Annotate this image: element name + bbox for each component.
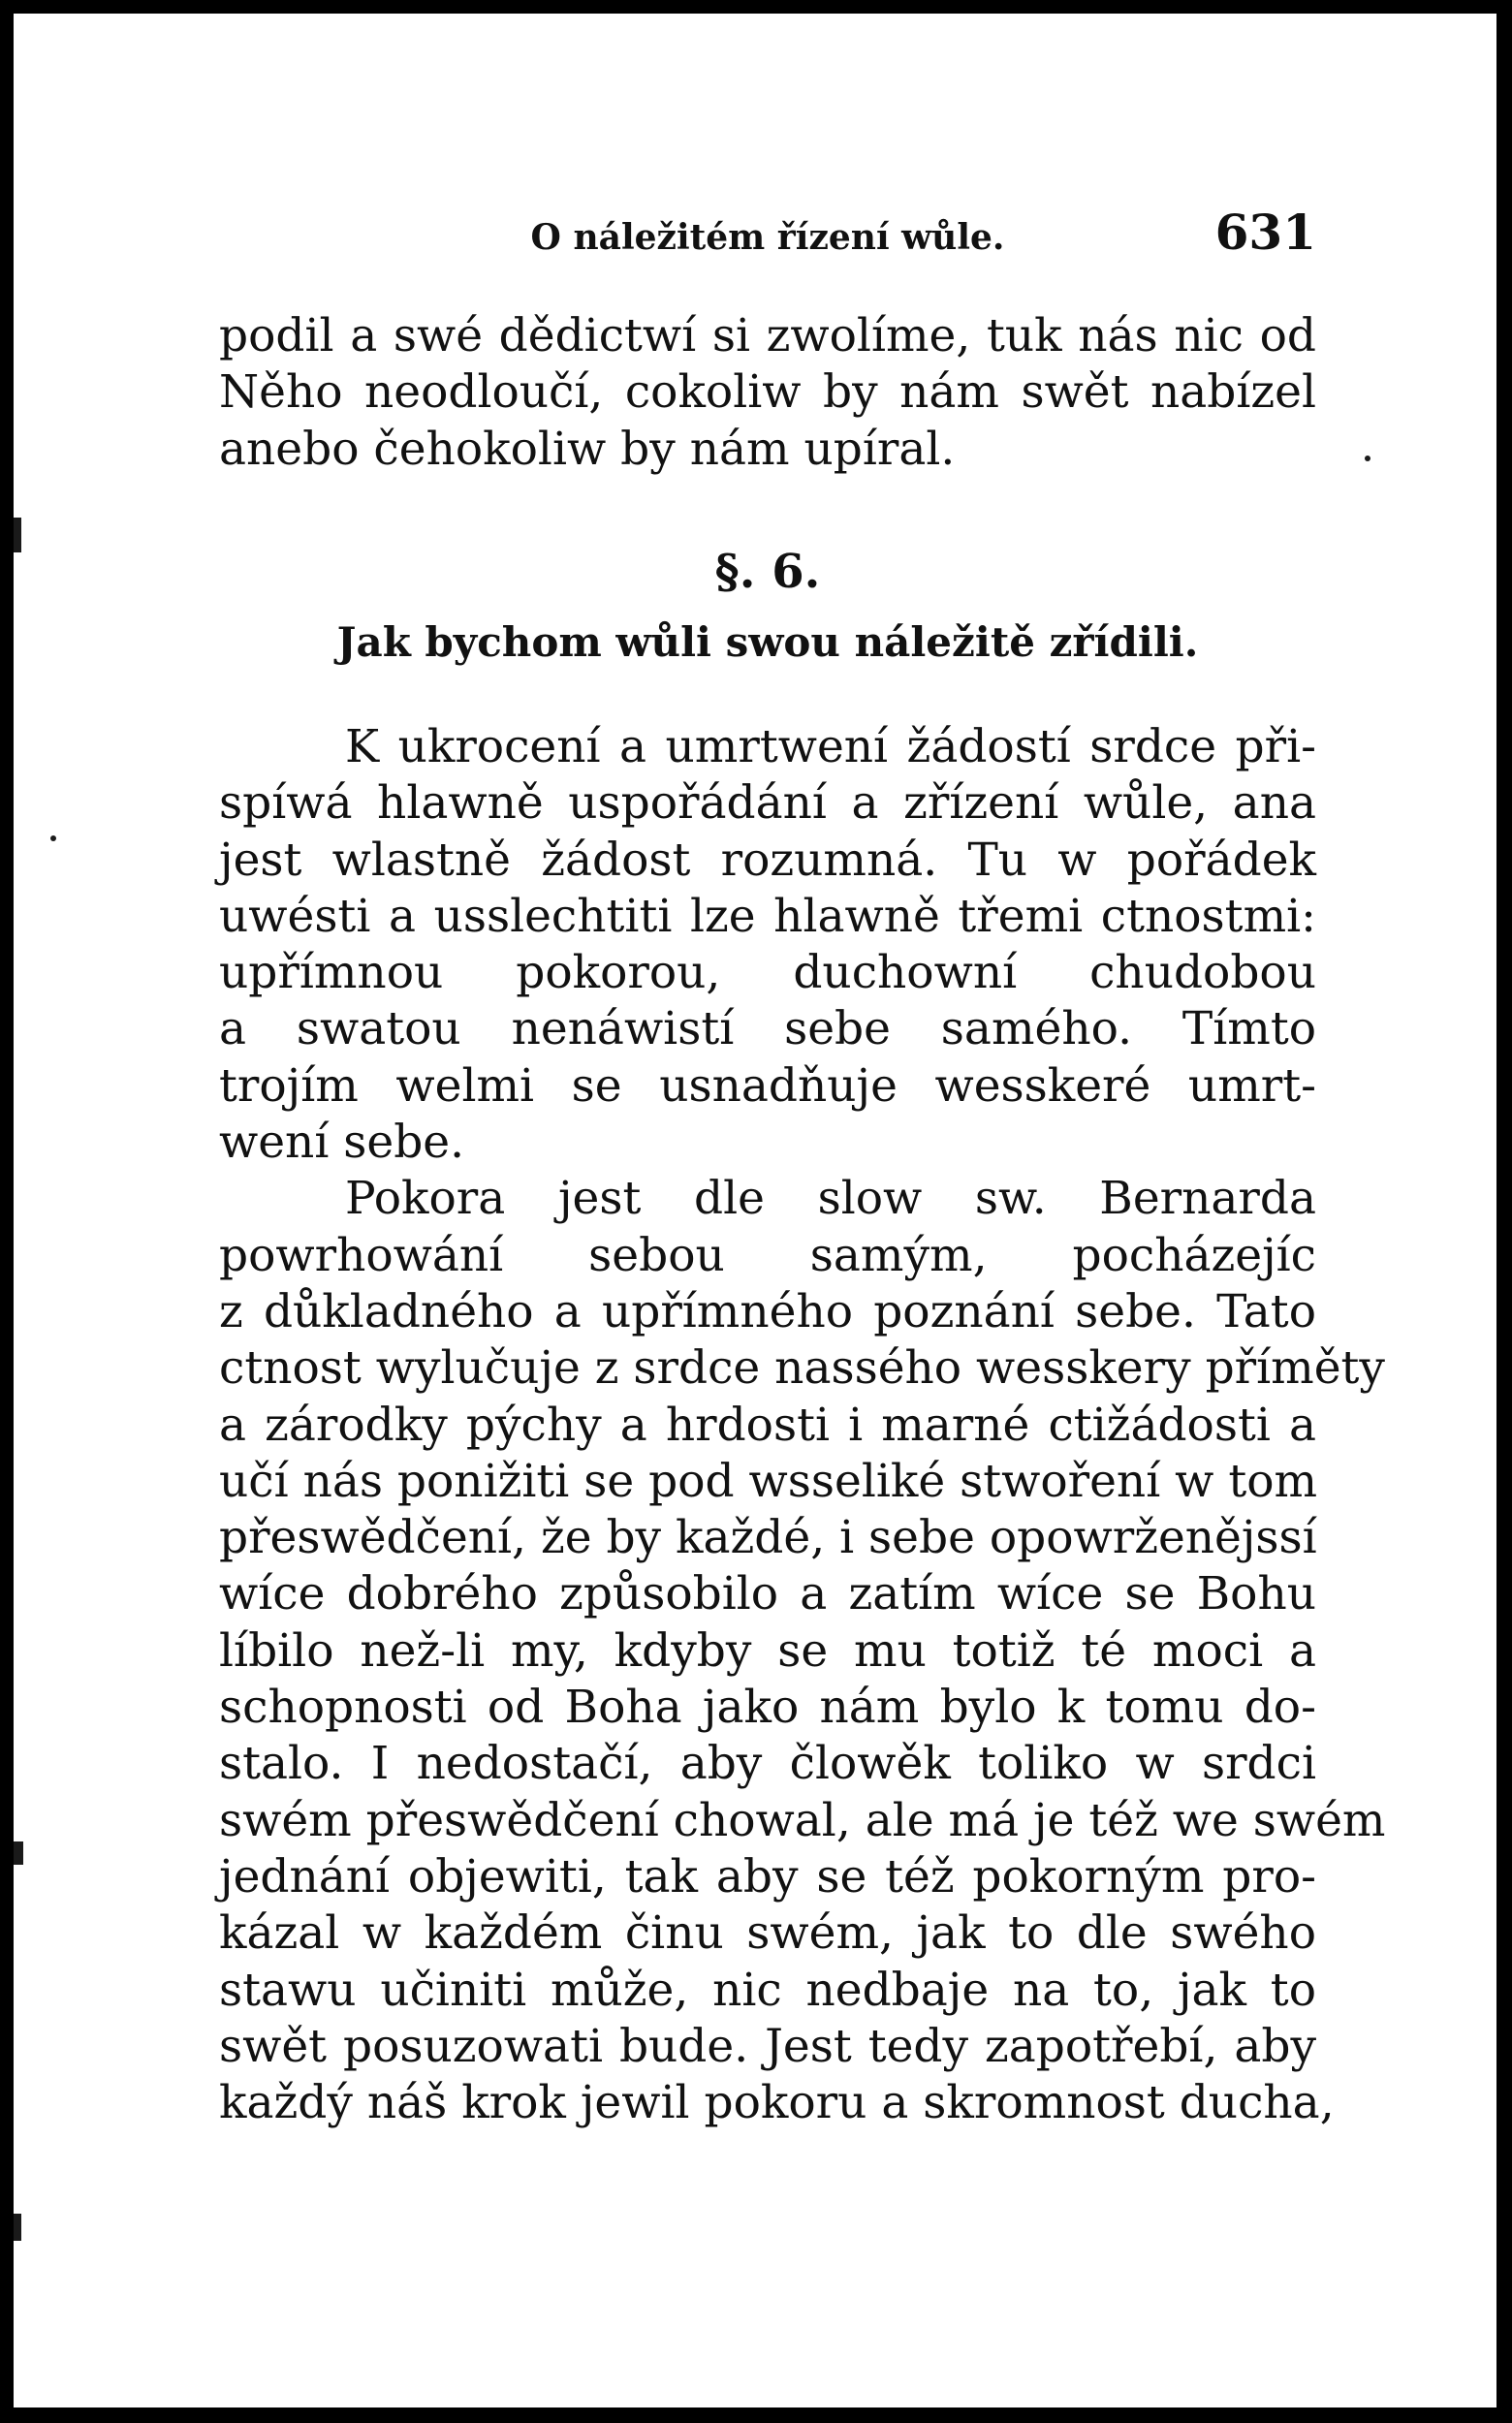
text-line: stalo. I nedostačí, aby člowěk toliko w srdci	[219, 1737, 1316, 1791]
text-line: a swatou nenáwistí sebe samého. Tímto	[219, 1002, 1316, 1056]
text-line: a zárodky pýchy a hrdosti i marné ctižádosti a	[219, 1398, 1316, 1452]
body-text	[219, 719, 1386, 2131]
text-line: powrhowání sebou samým, pocházejíc	[219, 1228, 1316, 1282]
text-line: kázal w každém činu swém, jak to dle swého	[219, 1906, 1316, 1961]
text-line: učí nás ponižiti se pod wsseliké stwoření w tom	[219, 1454, 1318, 1508]
text-line: swém přeswědčení chowal, ale má je též we swém	[219, 1793, 1386, 1847]
scan-speck	[14, 1841, 23, 1865]
scan-speck	[14, 518, 21, 552]
page-number: 631	[1214, 204, 1316, 261]
text-line: jednání objewiti, tak aby se též pokorným pro-	[219, 1849, 1316, 1904]
text-line: wíce dobrého způsobilo a zatím wíce se Bohu	[219, 1567, 1316, 1621]
text-line: jest wlastně žádost rozumná. Tu w pořádek	[219, 833, 1316, 887]
text-line: wení sebe.	[219, 1116, 465, 1170]
text-line: z důkladného a upřímného poznání sebe. Tato	[219, 1284, 1316, 1338]
running-head	[219, 204, 1316, 271]
text-line: podil a swé dědictwí si zwolíme, tuk nás nic od	[219, 309, 1316, 362]
text-line: spíwá hlawně uspořádání a zřízení wůle, ana	[219, 776, 1316, 831]
text-line: přeswědčení, že by každé, i sebe opowrženějssí	[219, 1511, 1317, 1565]
text-line: líbilo než-li my, kdyby se mu totiž té moci a	[219, 1623, 1316, 1678]
text-line: uwésti a usslechtiti lze hlawně třemi ctnostmi:	[219, 889, 1316, 943]
text-line: Něho neodloučí, cokoliw by nám swět nabízel	[219, 365, 1316, 420]
scan-speck	[50, 835, 56, 841]
text-line: každý náš krok jewil pokoru a skromnost ducha,	[219, 2076, 1335, 2130]
text-line: anebo čehokoliw by nám upíral.	[219, 422, 956, 476]
intro-paragraph	[219, 308, 1316, 478]
text-line: swět posuzowati bude. Jest tedy zapotřebí, aby	[219, 2019, 1316, 2073]
text-line: Pokora jest dle slow sw. Bernarda	[345, 1172, 1316, 1226]
section-title: Jak bychom wůli swou náležitě zřídili.	[336, 618, 1199, 666]
book-page	[14, 14, 1496, 2407]
scan-speck	[14, 2214, 21, 2241]
text-line: K ukrocení a umrtwení žádostí srdce při-	[345, 720, 1316, 773]
text-line: ctnost wylučuje z srdce nassého wesskery příměty	[219, 1341, 1385, 1396]
text-line: schopnosti od Boha jako nám bylo k tomu do-	[219, 1681, 1316, 1735]
text-line: trojím welmi se usnadňuje wesskeré umrt-	[219, 1058, 1316, 1113]
scan-speck	[1365, 456, 1370, 461]
section-number: §. 6.	[714, 545, 821, 599]
running-head-title: O náležitém řízení wůle.	[530, 217, 1005, 258]
text-line: stawu učiniti může, nic nedbaje na to, jak to	[219, 1963, 1316, 2017]
text-line: upřímnou pokorou, duchowní chudobou	[219, 946, 1316, 1000]
